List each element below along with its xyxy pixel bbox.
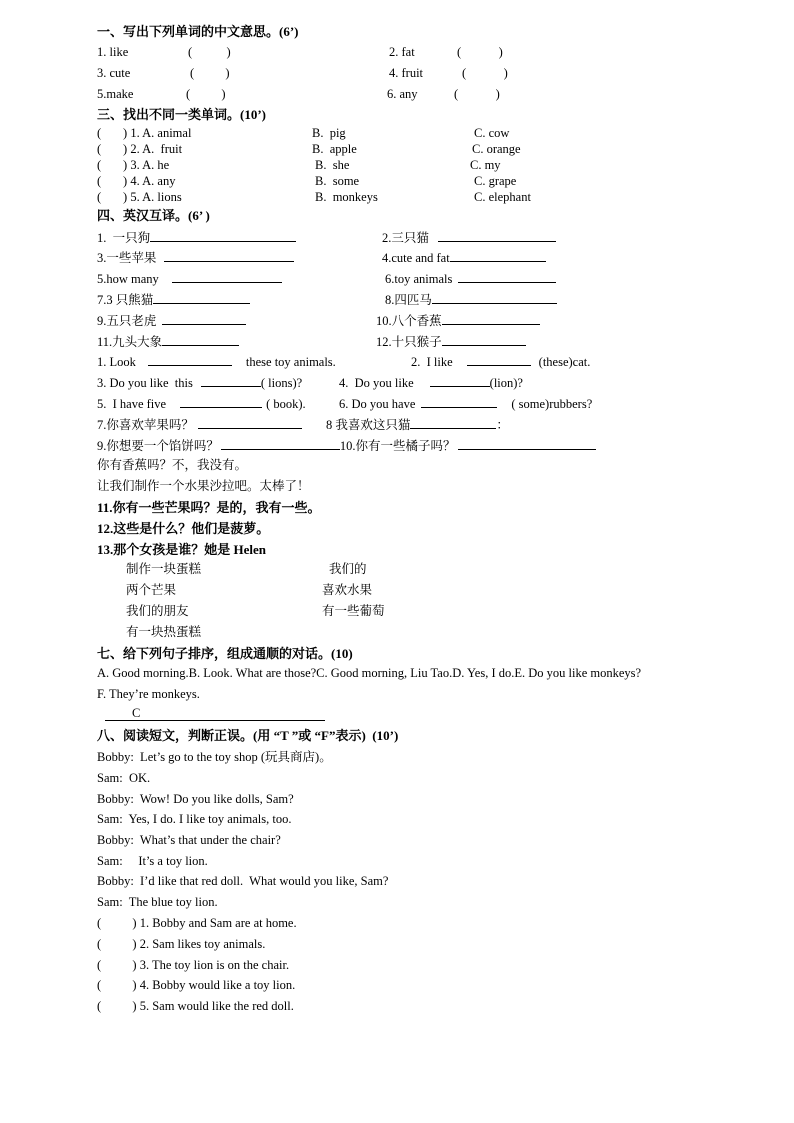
tf-question: ( ) 4. Bobby would like a toy lion. bbox=[97, 978, 296, 992]
s1-blank3: ( ) bbox=[190, 66, 230, 80]
phrase-1b: 我们的 bbox=[329, 562, 367, 576]
section-4-heading: 四、英汉互译。(6’ ) bbox=[97, 208, 210, 223]
s4-trans7: 7.你喜欢苹果吗？ bbox=[97, 417, 302, 433]
s4-item9: 9.五只老虎 bbox=[97, 313, 246, 329]
section-3-heading: 三、找出不同一类单词。(10’) bbox=[97, 107, 266, 122]
s4-plain1: 你有香蕉吗？不，我没有。 bbox=[97, 458, 248, 472]
s4-form-row1: 1. Look these toy animals. bbox=[97, 355, 336, 369]
s4-trans8: 8 我喜欢这只猫 ： bbox=[326, 418, 509, 432]
s1-blank5: ( ) bbox=[186, 87, 226, 101]
dialogue-line: Sam: The blue toy lion. bbox=[97, 895, 218, 909]
s7-sentences: A. Good morning.B. Look. What are those?C. Good morning, Liu Tao.D. Yes, I do.E. Do you like monkeys? bbox=[97, 666, 642, 680]
phrase-2b: 喜欢水果 bbox=[322, 583, 373, 597]
s1-blank2: ( ) bbox=[457, 45, 503, 59]
phrase-3b: 有一些葡萄 bbox=[322, 604, 385, 618]
s3-row3-q: ( ) 3. A. he bbox=[97, 158, 170, 172]
s3-row5-c: C. elephant bbox=[474, 190, 531, 204]
s4-form-row3b: 6. Do you have ( some)rubbers? bbox=[339, 397, 593, 411]
dialogue-line: Sam: OK. bbox=[97, 771, 151, 785]
s4-form-row3: 5. I have five ( book). bbox=[97, 397, 306, 411]
section-7-heading: 七、给下列句子排序，组成通顺的对话。(10) bbox=[97, 646, 353, 661]
s1-q2: 2. fat bbox=[389, 45, 415, 59]
s1-blank4: ( ) bbox=[462, 66, 508, 80]
s4-item12: 12.十只猴子 bbox=[376, 334, 526, 350]
section-8-heading: 八、阅读短文，判断正误。(用 “T ”或 “F”表示) (10’) bbox=[97, 728, 399, 743]
phrase-3a: 我们的朋友 bbox=[126, 604, 189, 618]
phrase-2a: 两个芒果 bbox=[126, 583, 177, 597]
s4-item4: 4.cute and fat bbox=[382, 250, 546, 266]
dialogue-line: Bobby: Let’s go to the toy shop (玩具商店)。 bbox=[97, 750, 332, 764]
s4-item11: 11.九头大象 bbox=[97, 334, 239, 350]
s3-row4-b: B. some bbox=[315, 174, 360, 188]
s4-bold11: 11.你有一些芒果吗？是的，我有一些。 bbox=[97, 500, 321, 515]
s3-row1-b: B. pig bbox=[312, 126, 346, 140]
s3-row4-c: C. grape bbox=[474, 174, 517, 188]
s4-item5: 5.how many bbox=[97, 271, 282, 287]
s4-item2: 2.三只猫 bbox=[382, 230, 556, 246]
s4-item1: 1. 一只狗 bbox=[97, 230, 296, 246]
s3-row2-b: B. apple bbox=[312, 142, 357, 156]
s4-form-row1b: 2. I like (these)cat. bbox=[411, 355, 591, 369]
s4-item6: 6.toy animals bbox=[385, 271, 556, 287]
s4-item7: 7.3 只熊猫 bbox=[97, 292, 250, 308]
s3-row4-q: ( ) 4. A. any bbox=[97, 174, 176, 188]
tf-question: ( ) 5. Sam would like the red doll. bbox=[97, 999, 294, 1013]
s4-item3: 3.一些苹果 bbox=[97, 250, 294, 266]
s3-row1-q: ( ) 1. A. animal bbox=[97, 126, 192, 140]
s4-bold12: 12.这些是什么？他们是菠萝。 bbox=[97, 521, 270, 536]
s3-row2-q: ( ) 2. A. fruit bbox=[97, 142, 183, 156]
s7-answer: C bbox=[132, 706, 141, 720]
dialogue-line: Bobby: Wow! Do you like dolls, Sam? bbox=[97, 792, 294, 806]
s3-row1-c: C. cow bbox=[474, 126, 510, 140]
s4-item8: 8.四匹马 bbox=[385, 292, 557, 308]
s1-q4: 4. fruit bbox=[389, 66, 424, 80]
s4-bold13: 13.那个女孩是谁？她是 Helen bbox=[97, 542, 266, 557]
s4-form-row2: 3. Do you like this ( lions)? bbox=[97, 376, 303, 390]
s1-q5: 5.make bbox=[97, 87, 134, 101]
s3-row3-c: C. my bbox=[470, 158, 501, 172]
s7-answer-line bbox=[105, 705, 325, 721]
phrase-4a: 有一块热蛋糕 bbox=[126, 625, 202, 639]
dialogue-line: Bobby: I’d like that red doll. What would you like, Sam? bbox=[97, 874, 389, 888]
s1-q6: 6. any bbox=[387, 87, 418, 101]
phrase-1a: 制作一块蛋糕 bbox=[126, 562, 202, 576]
section-1-heading: 一、写出下列单词的中文意思。(6’) bbox=[97, 24, 299, 39]
s3-row5-q: ( ) 5. A. lions bbox=[97, 190, 182, 204]
tf-question: ( ) 1. Bobby and Sam are at home. bbox=[97, 916, 297, 930]
s1-blank6: ( ) bbox=[454, 87, 500, 101]
dialogue-line: Sam: It’s a toy lion. bbox=[97, 854, 208, 868]
tf-question: ( ) 3. The toy lion is on the chair. bbox=[97, 958, 290, 972]
s3-row2-c: C. orange bbox=[472, 142, 521, 156]
s1-q1: 1. like bbox=[97, 45, 129, 59]
s4-trans9: 9.你想要一个馅饼吗？ 10.你有一些橘子吗？ bbox=[97, 438, 596, 454]
s1-q3: 3. cute bbox=[97, 66, 131, 80]
dialogue-line: Sam: Yes, I do. I like toy animals, too. bbox=[97, 812, 292, 826]
s3-row5-b: B. monkeys bbox=[315, 190, 378, 204]
s3-row3-b: B. she bbox=[315, 158, 350, 172]
s4-item10: 10.八个香蕉 bbox=[376, 313, 540, 329]
s4-plain2: 让我们制作一个水果沙拉吧。太棒了！ bbox=[97, 479, 310, 493]
s4-form-row2b: 4. Do you like (lion)? bbox=[339, 376, 523, 390]
dialogue-line: Bobby: What’s that under the chair? bbox=[97, 833, 281, 847]
s7-sentence-f: F. They’re monkeys. bbox=[97, 687, 200, 701]
s1-blank1: ( ) bbox=[188, 45, 231, 59]
tf-question: ( ) 2. Sam likes toy animals. bbox=[97, 937, 266, 951]
